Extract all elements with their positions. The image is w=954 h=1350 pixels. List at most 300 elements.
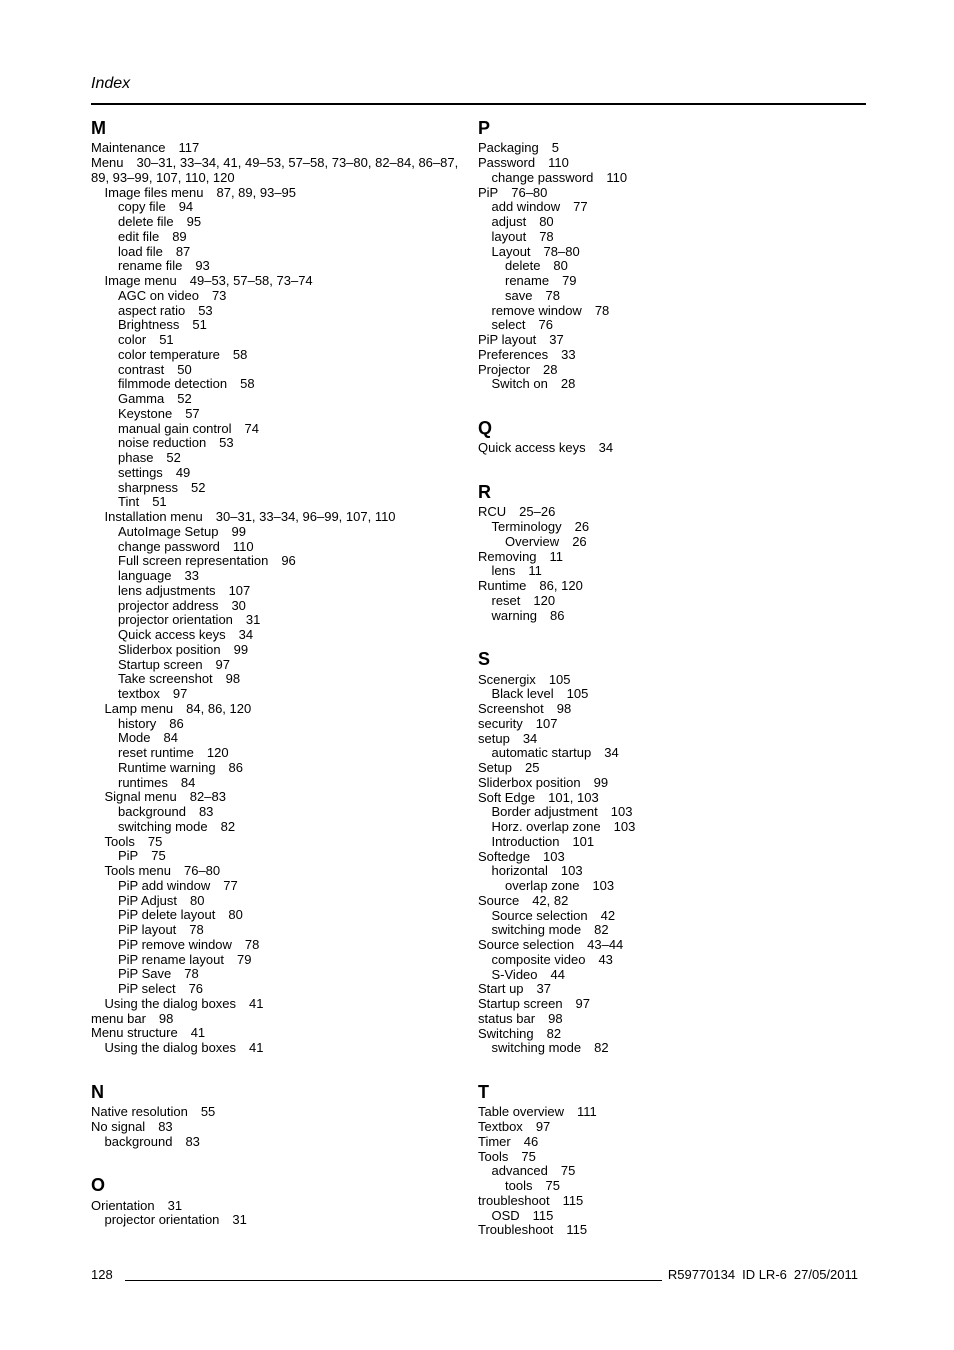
index-entry (492, 594, 859, 609)
index-entry-line (478, 982, 858, 997)
index-entry (118, 422, 463, 437)
index-term: Quick access keys (478, 440, 586, 456)
index-term: adjust (491, 214, 527, 230)
index-entry (492, 230, 859, 245)
index-entry (478, 1105, 858, 1120)
index-entry-line (478, 850, 858, 865)
index-entry (492, 864, 859, 894)
index-entry-line (492, 1041, 859, 1056)
index-subentries (478, 909, 858, 939)
index-entry-line (478, 1027, 858, 1042)
index-entry (492, 1209, 859, 1224)
index-entry-line (105, 702, 464, 717)
index-entry (118, 495, 463, 510)
index-entry (118, 879, 463, 894)
index-term: Overview (505, 533, 560, 549)
index-term: PiP select (118, 981, 176, 997)
index-entry-line (505, 535, 858, 550)
index-term: setup (478, 730, 510, 746)
index-section-p (478, 118, 858, 392)
index-entry-line (118, 982, 463, 997)
index-term: status bar (478, 1010, 536, 1026)
index-term: history (118, 715, 157, 731)
index-term: tools (505, 1178, 533, 1194)
index-term: menu bar (91, 1010, 146, 1026)
index-entry-line (118, 643, 463, 658)
index-entry-line (478, 505, 858, 520)
footer-page-number: 128 (91, 1267, 113, 1282)
index-page-numbers: 82 (220, 818, 236, 834)
index-page-numbers: 80 (553, 258, 568, 274)
index-term: Preferences (478, 346, 549, 362)
index-entry (91, 1199, 463, 1229)
index-term: AutoImage Setup (118, 523, 219, 539)
index-entry (105, 835, 464, 865)
index-entry (478, 579, 858, 623)
index-entry (118, 717, 463, 732)
index-term: Tools (478, 1148, 509, 1164)
index-term: Runtime warning (118, 759, 216, 775)
index-page-numbers: 5 (551, 140, 559, 156)
index-page-numbers: 98 (225, 671, 241, 687)
index-entry-line (505, 879, 858, 894)
index-term: rename (505, 273, 550, 289)
index-entry (118, 540, 463, 555)
index-entry-line (118, 407, 463, 422)
index-term: Troubleshoot (478, 1222, 554, 1238)
index-entry-line (478, 186, 858, 201)
index-page-numbers: 84, 86, 120 (186, 700, 252, 716)
index-entry-line (118, 687, 463, 702)
index-page-numbers: 58 (232, 346, 248, 362)
index-entry (118, 658, 463, 673)
index-term: composite video (491, 951, 586, 967)
index-entry (478, 550, 858, 580)
index-term: Source selection (491, 907, 588, 923)
index-page-numbers: 53 (198, 302, 213, 318)
index-page-numbers: 51 (152, 494, 167, 510)
index-page-numbers: 115 (566, 1222, 588, 1238)
index-page-numbers: 87 (175, 243, 191, 259)
index-page-numbers: 34 (604, 745, 619, 761)
index-entry-line (105, 1135, 464, 1150)
index-entry (105, 997, 464, 1012)
index-page-numbers: 31 (167, 1197, 183, 1213)
index-entry-line (105, 864, 464, 879)
index-term: phase (118, 450, 154, 466)
index-entry-line (492, 805, 859, 820)
index-subentries (478, 200, 858, 333)
index-page-numbers: 31 (232, 1212, 247, 1228)
index-page-numbers: 86 (550, 607, 565, 623)
index-entry (105, 274, 464, 510)
index-term: lens (491, 563, 516, 579)
index-subentries (478, 805, 858, 849)
index-term: Sliderbox position (118, 641, 221, 657)
index-entry-line (118, 200, 463, 215)
index-page-numbers: 83 (198, 804, 214, 820)
index-page-numbers: 78 (184, 966, 199, 982)
index-entry (478, 761, 858, 776)
index-page-numbers: 41 (249, 1040, 264, 1056)
index-term: Installation menu (104, 509, 203, 525)
index-page-numbers: 30–31, 33–34, 96–99, 107, 110 (215, 509, 396, 525)
index-entry (118, 569, 463, 584)
index-entry-line (478, 732, 858, 747)
index-page-numbers: 78 (594, 302, 610, 318)
index-page-numbers: 26 (574, 519, 590, 535)
index-entry-line (505, 274, 858, 289)
section-letter: M (91, 118, 106, 138)
index-entries (478, 1105, 858, 1238)
index-term: overlap zone (505, 878, 580, 894)
index-term: security (478, 715, 523, 731)
index-column-right (478, 118, 858, 1238)
index-subentries (105, 200, 464, 274)
index-entry (118, 761, 463, 776)
index-entry-line (118, 422, 463, 437)
index-term: Textbox (478, 1119, 523, 1135)
index-entry-line (505, 289, 858, 304)
index-entry-line (492, 1209, 859, 1224)
index-term: PiP add window (118, 877, 211, 893)
index-term: layout (491, 228, 527, 244)
index-entry (478, 850, 858, 894)
index-page-numbers: 82 (546, 1025, 562, 1041)
index-page-numbers: 34 (598, 440, 614, 456)
index-subentries (105, 849, 464, 864)
index-term: Full screen representation (118, 553, 269, 569)
index-entry-line (118, 717, 463, 732)
index-entry-line (118, 466, 463, 481)
index-entry-line (118, 938, 463, 953)
index-page-numbers: 120 (206, 745, 229, 761)
index-term: Screenshot (478, 701, 544, 717)
index-entry (492, 923, 859, 938)
index-section-n (91, 1082, 463, 1150)
index-page-numbers: 76 (188, 981, 204, 997)
index-page-numbers: 82 (594, 922, 609, 938)
index-entry (118, 599, 463, 614)
index-page-numbers: 99 (231, 523, 246, 539)
index-entry-line (478, 761, 858, 776)
index-subentries (478, 1041, 858, 1056)
index-subentries (478, 564, 858, 579)
index-term: Image files menu (104, 184, 204, 200)
index-term: aspect ratio (118, 302, 186, 318)
index-entry (492, 805, 859, 820)
index-term: background (118, 804, 186, 820)
index-entry-line (91, 1199, 463, 1214)
index-entry-line (505, 1179, 858, 1194)
index-page-numbers: 103 (610, 804, 633, 820)
index-entry (118, 643, 463, 658)
index-term: Start up (478, 981, 524, 997)
index-entry (492, 820, 859, 835)
index-entry (492, 564, 859, 579)
index-page-numbers: 97 (172, 686, 188, 702)
header-rule (91, 103, 866, 105)
index-term: change password (118, 538, 220, 554)
index-page-numbers: 11 (528, 563, 542, 579)
index-page-numbers: 78–80 (543, 243, 580, 259)
index-entry (492, 968, 859, 983)
index-entry-line (118, 377, 463, 392)
index-page-numbers: 41 (249, 995, 264, 1011)
index-entry-line (118, 569, 463, 584)
index-entry (478, 982, 858, 997)
index-entry (105, 864, 464, 997)
index-entry-line (492, 564, 859, 579)
index-entry (505, 1179, 858, 1194)
index-entry-line (105, 997, 464, 1012)
index-subentries (478, 1164, 858, 1194)
index-entry-line (118, 599, 463, 614)
index-entry-line (478, 1120, 858, 1135)
index-term: color temperature (118, 346, 220, 362)
index-page-numbers: 75 (521, 1148, 536, 1164)
index-term: PiP Adjust (118, 892, 178, 908)
index-term: manual gain control (118, 420, 232, 436)
index-entry-line (118, 849, 463, 864)
section-letter: P (478, 118, 491, 138)
index-page-numbers: 49–53, 57–58, 73–74 (189, 273, 313, 289)
index-term: Native resolution (91, 1104, 188, 1120)
index-term: Tools menu (104, 863, 171, 879)
index-page-numbers: 111 (577, 1104, 597, 1120)
index-entry-line (492, 609, 859, 624)
index-entry-line (492, 377, 859, 392)
index-entry (91, 141, 463, 156)
index-entry (505, 259, 858, 274)
index-entry-line (118, 230, 463, 245)
index-entry (91, 1026, 463, 1056)
index-page-numbers: 30 (231, 597, 246, 613)
index-entry-line (118, 746, 463, 761)
index-term: filmmode detection (118, 376, 228, 392)
index-entry (478, 505, 858, 549)
index-page-numbers: 98 (158, 1010, 174, 1026)
index-entry (118, 613, 463, 628)
index-entry (118, 304, 463, 319)
index-entry (478, 717, 858, 732)
index-term: Table overview (478, 1104, 564, 1120)
index-page-numbers: 44 (550, 966, 565, 982)
index-entry (492, 171, 859, 186)
index-entry-line (118, 820, 463, 835)
index-page-numbers: 84 (163, 730, 178, 746)
index-page-numbers: 43 (598, 951, 613, 967)
index-entry-line (118, 672, 463, 687)
index-page-numbers: 105 (548, 671, 571, 687)
index-entry-line (478, 791, 858, 806)
index-entry-line (478, 1135, 858, 1150)
index-page-numbers: 80 (228, 907, 243, 923)
index-entry-line (91, 1105, 463, 1120)
index-term: edit file (118, 228, 160, 244)
index-entry (118, 776, 463, 791)
index-term: Tools (104, 833, 135, 849)
index-term: No signal (91, 1118, 146, 1134)
index-entry-line (492, 923, 859, 938)
index-entry-line (492, 520, 859, 535)
index-entry (492, 215, 859, 230)
index-section-o (91, 1175, 463, 1228)
index-entry-line (478, 673, 858, 688)
index-entry-line (118, 613, 463, 628)
index-page-numbers: 25 (524, 760, 540, 776)
index-term: delete (505, 258, 541, 274)
index-entry (478, 732, 858, 762)
index-entry-line (118, 259, 463, 274)
index-page-numbers: 120 (533, 592, 556, 608)
index-entry (118, 584, 463, 599)
index-subentries (105, 879, 464, 997)
index-subentries (91, 1135, 463, 1150)
index-entry-line (478, 348, 858, 363)
index-entry (492, 687, 859, 702)
index-entry (118, 805, 463, 820)
index-page-numbers: 73 (211, 287, 227, 303)
index-entry (478, 776, 858, 791)
index-page-numbers: 110 (232, 538, 254, 554)
index-term: PiP Save (118, 966, 172, 982)
index-term: Sliderbox position (478, 774, 581, 790)
index-page-numbers: 43–44 (587, 937, 624, 953)
index-entry (478, 673, 858, 703)
index-page-numbers: 46 (523, 1133, 539, 1149)
index-entry (118, 481, 463, 496)
index-entry (478, 1027, 858, 1057)
index-subentries (478, 746, 858, 761)
index-entry-line (118, 304, 463, 319)
index-page-numbers: 78 (189, 922, 204, 938)
index-term: copy file (118, 199, 166, 215)
index-term: contrast (118, 361, 165, 377)
index-page-numbers: 97 (535, 1119, 551, 1135)
index-term: PiP delete layout (118, 907, 216, 923)
index-term: Layout (491, 243, 531, 259)
index-term: Border adjustment (491, 804, 598, 820)
index-entry (118, 215, 463, 230)
index-page-numbers: 98 (556, 701, 572, 717)
index-page-numbers: 86, 120 (539, 578, 583, 594)
index-entry-line (478, 717, 858, 732)
index-page-numbers: 52 (190, 479, 206, 495)
index-page-numbers: 37 (536, 981, 551, 997)
index-term: Take screenshot (118, 671, 213, 687)
index-term: troubleshoot (478, 1192, 550, 1208)
index-entry (118, 746, 463, 761)
index-entry (118, 230, 463, 245)
index-page-numbers: 31 (245, 612, 261, 628)
index-entry (105, 790, 464, 834)
section-letter: N (91, 1081, 104, 1102)
index-page-numbers: 77 (223, 877, 238, 893)
index-page-numbers: 28 (560, 376, 576, 392)
index-term: switching mode (491, 1040, 582, 1056)
index-section-s (478, 649, 858, 1056)
index-entry (478, 1012, 858, 1027)
index-term: Setup (478, 760, 512, 776)
index-entry (118, 967, 463, 982)
index-entry-line (105, 274, 464, 289)
index-section-q (478, 418, 858, 456)
index-entry (118, 672, 463, 687)
index-term: horizontal (491, 863, 548, 879)
index-term: reset runtime (118, 745, 194, 761)
index-page-numbers: 57 (185, 405, 200, 421)
index-page-numbers: 75 (151, 848, 166, 864)
index-entry-line (118, 318, 463, 333)
index-entry (118, 687, 463, 702)
index-page-numbers: 107 (228, 582, 251, 598)
index-page-numbers: 37 (549, 332, 564, 348)
section-letter: Q (478, 418, 493, 439)
index-term: language (118, 568, 172, 584)
index-entry-line (492, 304, 859, 319)
index-page-numbers: 25–26 (519, 504, 556, 520)
index-term: remove window (491, 302, 582, 318)
index-entry-line (478, 141, 858, 156)
index-entry (118, 908, 463, 923)
index-term: Signal menu (104, 789, 177, 805)
index-subentries (478, 1209, 858, 1224)
index-entry-line (492, 1164, 859, 1179)
index-term: Startup screen (478, 996, 563, 1012)
index-entry-line (492, 820, 859, 835)
index-page-numbers: 83 (185, 1133, 200, 1149)
index-entry (118, 953, 463, 968)
index-page-numbers: 99 (233, 641, 249, 657)
index-term: Orientation (91, 1197, 155, 1213)
index-entries (91, 141, 463, 1056)
index-subentries (478, 171, 858, 186)
index-entry (118, 333, 463, 348)
index-term: Terminology (491, 519, 562, 535)
index-entry (492, 520, 859, 550)
index-entries (91, 1199, 463, 1229)
index-entry-line (118, 436, 463, 451)
index-entry-line (118, 363, 463, 378)
index-page-numbers: 83 (158, 1118, 173, 1134)
index-entry (118, 245, 463, 260)
index-page-numbers: 52 (177, 391, 192, 407)
index-term: add window (491, 199, 561, 215)
index-term: save (505, 287, 533, 303)
index-entry (478, 1120, 858, 1135)
index-page-numbers: 79 (237, 951, 252, 967)
index-term: Source selection (478, 937, 575, 953)
index-entry (118, 849, 463, 864)
index-term: Menu structure (91, 1025, 178, 1041)
index-page-numbers: 93 (195, 258, 210, 274)
index-entry-line (105, 790, 464, 805)
index-term: Gamma (118, 391, 165, 407)
index-entries (91, 1105, 463, 1149)
index-page-numbers: 58 (240, 376, 255, 392)
index-entry-line (118, 923, 463, 938)
index-term: select (491, 317, 526, 333)
index-entry (505, 289, 858, 304)
index-entry (118, 820, 463, 835)
index-entry-line (118, 245, 463, 260)
index-page-numbers: 33 (561, 346, 576, 362)
index-term: Using the dialog boxes (104, 995, 237, 1011)
index-page-numbers: 89 (172, 228, 187, 244)
index-entry (478, 894, 858, 938)
index-term: change password (491, 169, 594, 185)
